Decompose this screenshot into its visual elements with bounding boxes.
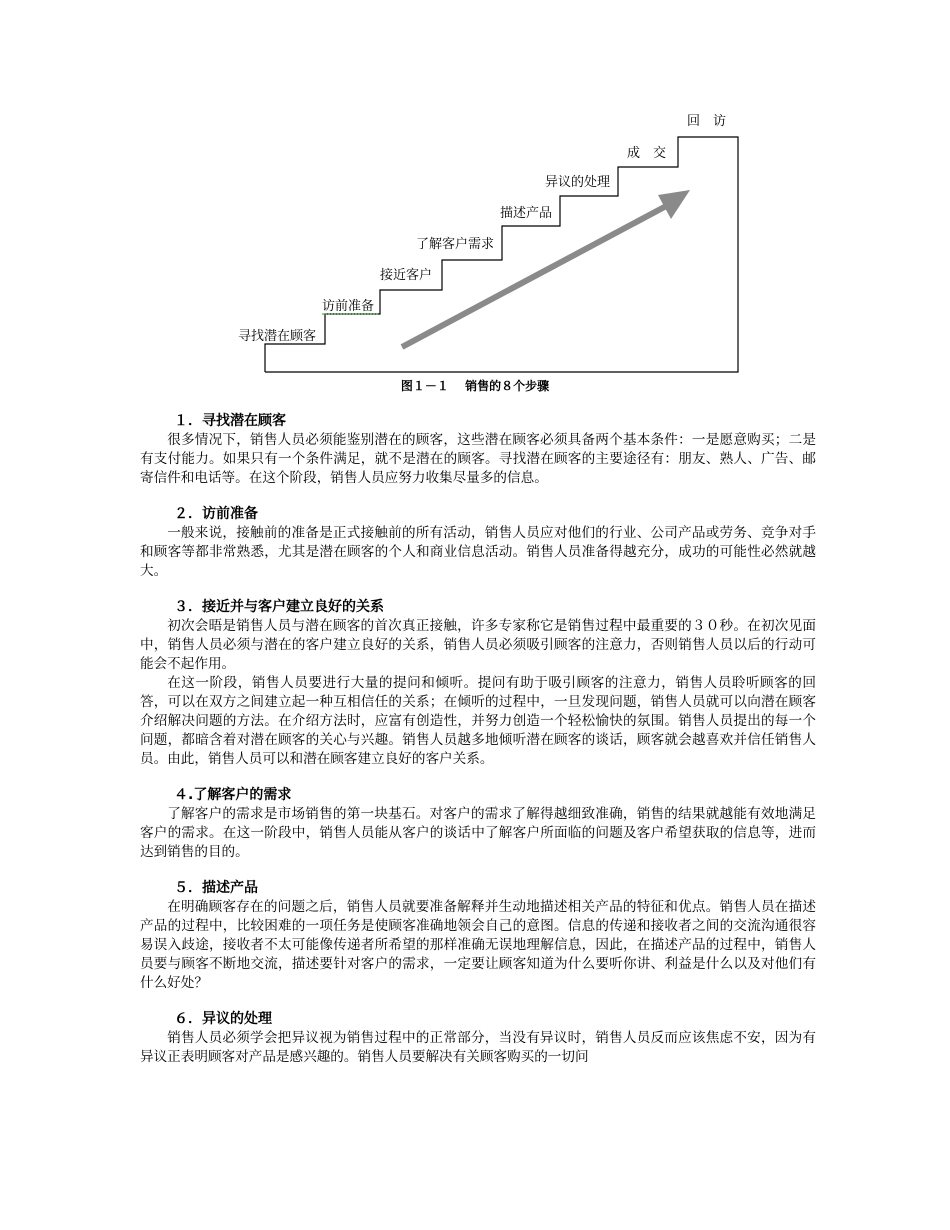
step-label-8: 回 访 xyxy=(687,114,727,129)
section-pre-visit-preparation xyxy=(140,505,816,581)
step-label-1: 寻找潜在顾客 xyxy=(238,329,317,344)
section-heading: ３．接近并与客户建立良好的关系 xyxy=(174,599,384,615)
figure-caption: 图１－１ 销售的８个步骤 xyxy=(400,379,550,393)
section-heading: ４.了解客户的需求 xyxy=(174,787,292,803)
section-heading: ５．描述产品 xyxy=(174,880,258,896)
step-label-4: 了解客户需求 xyxy=(416,237,495,252)
section-paragraph: 在明确顾客存在的问题之后，销售人员就要准备解释并生动地描述相关产品的特征和优点。销售人员在描述产品的过程中，比较困难的一项任务是使顾客准确地领会自己的意图。信息的传递和接收者之间的交流沟通很容易误入歧途，接收者不太可能像传递者所希望的那样准确无误地理解信息，因此，在描述产品的过程中，销售人员要与顾客不断地交流，描述要针对客户的需求，一定要让顾客知道为什么要听你讲、利益是什么以及对他们有什么好处？ xyxy=(140,899,816,991)
section-paragraph: 一般来说，接触前的准备是正式接触前的所有活动，销售人员应对他们的行业、公司产品或劳务、竞争对手和顾客等都非常熟悉，尤其是潜在顾客的个人和商业信息活动。销售人员准备得越充分，成功的可能性必然就越大。 xyxy=(140,525,816,579)
section-handle-objections xyxy=(140,1010,816,1067)
section-heading: ２．访前准备 xyxy=(174,506,258,522)
document-body xyxy=(140,412,816,1084)
step-label-6: 异议的处理 xyxy=(545,175,611,190)
section-find-prospects xyxy=(140,412,816,488)
section-paragraph: 很多情况下，销售人员必须能鉴别潜在的顾客，这些潜在顾客必须具备两个基本条件：一是愿意购买；二是有支付能力。如果只有一个条件满足，就不是潜在的顾客。寻找潜在顾客的主要途径有：朋友、熟人、广告、邮寄信件和电话等。在这个阶段，销售人员应努力收集尽量多的信息。 xyxy=(140,432,816,486)
section-understand-needs xyxy=(140,786,816,862)
section-paragraph: 销售人员必须学会把异议视为销售过程中的正常部分，当没有异议时，销售人员反而应该焦虑不安，因为有异议正表明顾客对产品是感兴趣的。销售人员要解决有关顾客购买的一切问 xyxy=(140,1030,816,1065)
section-paragraph: 初次会晤是销售人员与潜在顾客的首次真正接触，许多专家称它是销售过程中最重要的３０秒。在初次见面中，销售人员必须与潜在的客户建立良好的关系，销售人员必须吸引顾客的注意力，否则销售人员以后的行动可能会不起作用。 xyxy=(140,618,816,672)
section-paragraph: 了解客户的需求是市场销售的第一块基石。对客户的需求了解得越细致准确，销售的结果就越能有效地满足客户的需求。在这一阶段中，销售人员能从客户的谈话中了解客户所面临的问题及客户希望获取的信息等，进而达到销售的目的。 xyxy=(140,806,816,860)
sales-steps-diagram xyxy=(230,108,750,378)
section-paragraph: 在这一阶段，销售人员要进行大量的提问和倾听。提问有助于吸引顾客的注意力，销售人员聆听顾客的回答，可以在双方之间建立起一种互相信任的关系；在倾听的过程中，一旦发现问题，销售人员就可以向潜在顾客介绍解决问题的方法。在介绍方法时，应富有创造性，并努力创造一个轻松愉快的氛围。销售人员提出的每一个问题，都暗含着对潜在顾客的关心与兴趣。销售人员越多地倾听潜在顾客的谈话，顾客就会越喜欢并信任销售人员。由此，销售人员可以和潜在顾客建立良好的客户关系。 xyxy=(140,675,816,767)
section-heading: １．寻找潜在顾客 xyxy=(174,413,286,429)
step-label-7: 成 交 xyxy=(627,146,667,161)
section-describe-product xyxy=(140,879,816,993)
staircase-outline xyxy=(265,137,738,372)
step-label-2: 访前准备 xyxy=(322,299,375,314)
section-heading: ６．异议的处理 xyxy=(174,1011,272,1027)
section-approach-customer xyxy=(140,598,816,769)
step-label-5: 描述产品 xyxy=(500,206,553,221)
step-label-3: 接近客户 xyxy=(380,268,433,283)
